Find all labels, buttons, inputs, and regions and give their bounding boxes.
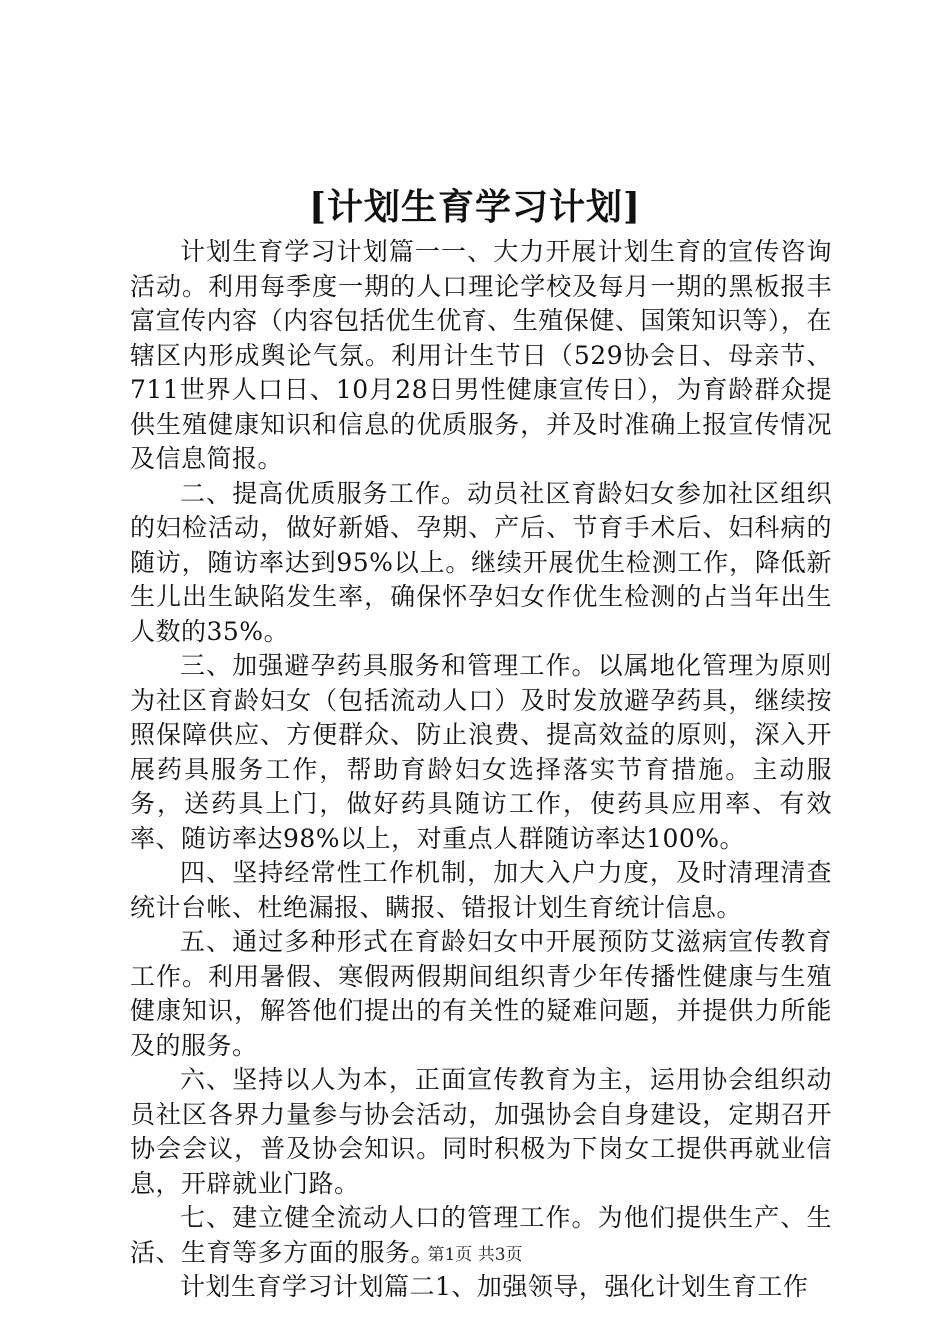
paragraph-2: 二、提高优质服务工作。动员社区育龄妇女参加社区组织的妇检活动，做好新婚、孕期、产后、节育手术后、妇科病的随访，随访率达到95%以上。继续开展优生检测工作，降低新生儿出生缺陷发生率，确保怀孕妇女作优生检测的占当年出生人数的35%。 bbox=[130, 478, 832, 646]
paragraph-3: 三、加强避孕药具服务和管理工作。以属地化管理为原则为社区育龄妇女（包括流动人口）及时发放避孕药具，继续按照保障供应、方便群众、防止浪费、提高效益的原则，深入开展药具服务工作，帮助育龄妇女选择落实节育措施。主动服务，送药具上门，做好药具随访工作，使药具应用率、有效率、随访率达98%以上，对重点人群随访率达100%。 bbox=[130, 651, 832, 853]
paragraph-1: 计划生育学习计划篇一一、大力开展计划生育的宣传咨询活动。利用每季度一期的人口理论学校及每月一期的黑板报丰富宣传内容（内容包括优生优育、生殖保健、国策知识等），在辖区内形成舆论气氛。利用计生节日（529协会日、母亲节、711世界人口日、10月28日男性健康宣传日），为育龄群众提供生殖健康知识和信息的优质服务，并及时准确上报宣传情况及信息简报。 bbox=[130, 237, 832, 473]
document-title: [计划生育学习计划] bbox=[308, 186, 642, 228]
document-body bbox=[130, 235, 832, 1305]
paragraph-7: 七、建立健全流动人口的管理工作。为他们提供生产、生活、生育等多方面的服务。 bbox=[130, 1203, 832, 1267]
paragraph-5: 五、通过多种形式在育龄妇女中开展预防艾滋病宣传教育工作。利用暑假、寒假两假期间组织青少年传播性健康与生殖健康知识，解答他们提出的有关性的疑难问题，并提供力所能及的服务。 bbox=[130, 927, 832, 1060]
paragraph-8: 计划生育学习计划篇二1、加强领导，强化计划生育工作 bbox=[180, 1272, 809, 1301]
paragraph-6: 六、坚持以人为本，正面宣传教育为主，运用协会组织动员社区各界力量参与协会活动，加强协会自身建设，定期召开协会会议，普及协会知识。同时积极为下岗女工提供再就业信息，开辟就业门路。 bbox=[130, 1065, 832, 1198]
paragraph-4: 四、坚持经常性工作机制，加大入户力度，及时清理清查统计台帐、杜绝漏报、瞒报、错报计划生育统计信息。 bbox=[130, 858, 832, 922]
page-number-footer: 第1页 共3页 bbox=[427, 1245, 523, 1265]
